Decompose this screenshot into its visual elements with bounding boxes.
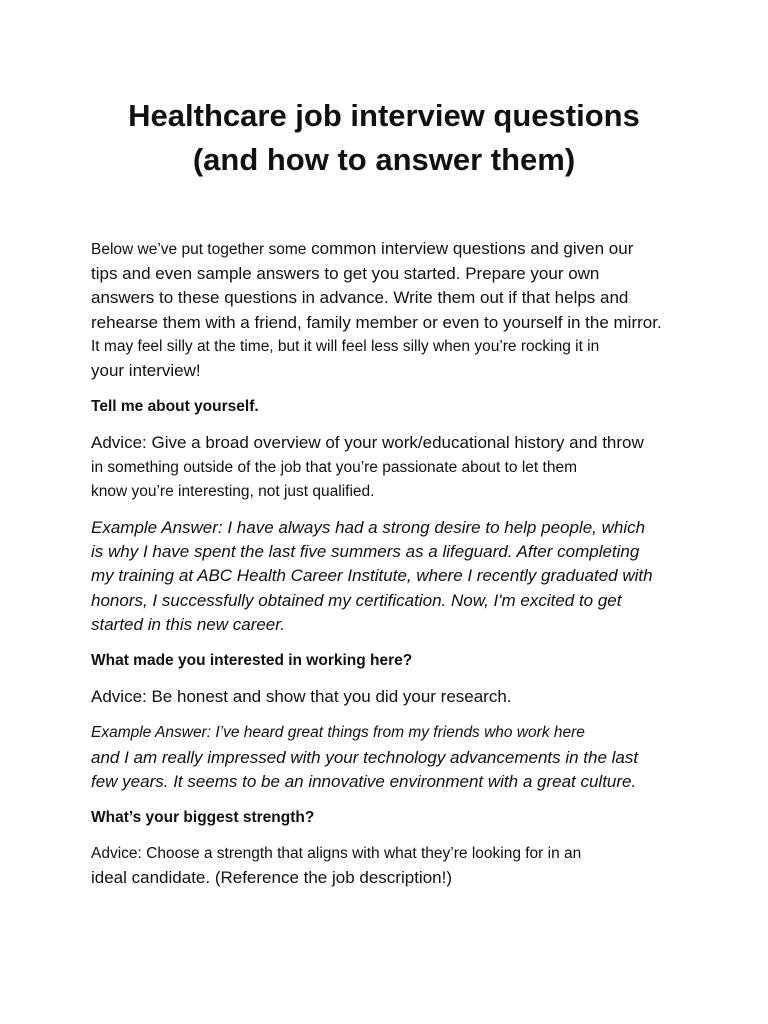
example-line: Example Answer: I have always had a strong desire to help people, which xyxy=(91,518,646,538)
intro-line: your interview! xyxy=(91,361,201,381)
advice-line: Advice: Give a broad overview of your work/educational history and throw xyxy=(91,433,644,453)
advice-line: know you’re interesting, not just qualified. xyxy=(91,482,375,500)
example-line: few years. It seems to be an innovative environment with a great culture. xyxy=(91,771,637,791)
intro-paragraph xyxy=(91,237,691,383)
advice-line: ideal candidate. (Reference the job description!) xyxy=(91,868,452,888)
intro-text: common interview questions and given our xyxy=(306,239,634,258)
example-line: is why I have spent the last five summers as a lifeguard. After completing xyxy=(91,542,640,562)
question-heading: What’s your biggest strength? xyxy=(91,809,315,827)
example-line: my training at ABC Health Career Institute, where I recently graduated with xyxy=(91,566,653,586)
intro-text-bold: Below we’ve put together some xyxy=(91,241,307,258)
advice-line: in something outside of the job that you’re passionate about to let them xyxy=(91,458,577,476)
intro-line: answers to these questions in advance. Write them out if that helps and xyxy=(91,288,629,308)
example-answer-paragraph xyxy=(91,516,691,637)
intro-line: rehearse them with a friend, family member or even to yourself in the mirror. xyxy=(91,312,662,332)
intro-line: It may feel silly at the time, but it will feel less silly when you’re rocking it in xyxy=(91,337,600,355)
question-heading: What made you interested in working here? xyxy=(91,652,413,670)
example-answer-paragraph xyxy=(91,721,691,794)
title-line-2: (and how to answer them) xyxy=(192,142,576,177)
advice-paragraph xyxy=(91,842,691,890)
example-line: started in this new career. xyxy=(91,614,286,634)
intro-line: tips and even sample answers to get you started. Prepare your own xyxy=(91,264,600,284)
advice-line: Advice: Choose a strength that aligns with what they’re looking for in an xyxy=(91,845,582,863)
title-line-1: Healthcare job interview questions xyxy=(128,98,640,133)
document-body xyxy=(91,237,691,891)
advice-paragraph xyxy=(91,431,691,504)
advice-line: Advice: Be honest and show that you did your research. xyxy=(91,687,512,707)
example-line: and I am really impressed with your technology advancements in the last xyxy=(91,747,639,767)
question-heading: Tell me about yourself. xyxy=(91,398,259,416)
page-title xyxy=(40,94,728,182)
example-line: Example Answer: I’ve heard great things from my friends who work here xyxy=(91,724,585,742)
example-line: honors, I successfully obtained my certification. Now, I'm excited to get xyxy=(91,590,622,610)
